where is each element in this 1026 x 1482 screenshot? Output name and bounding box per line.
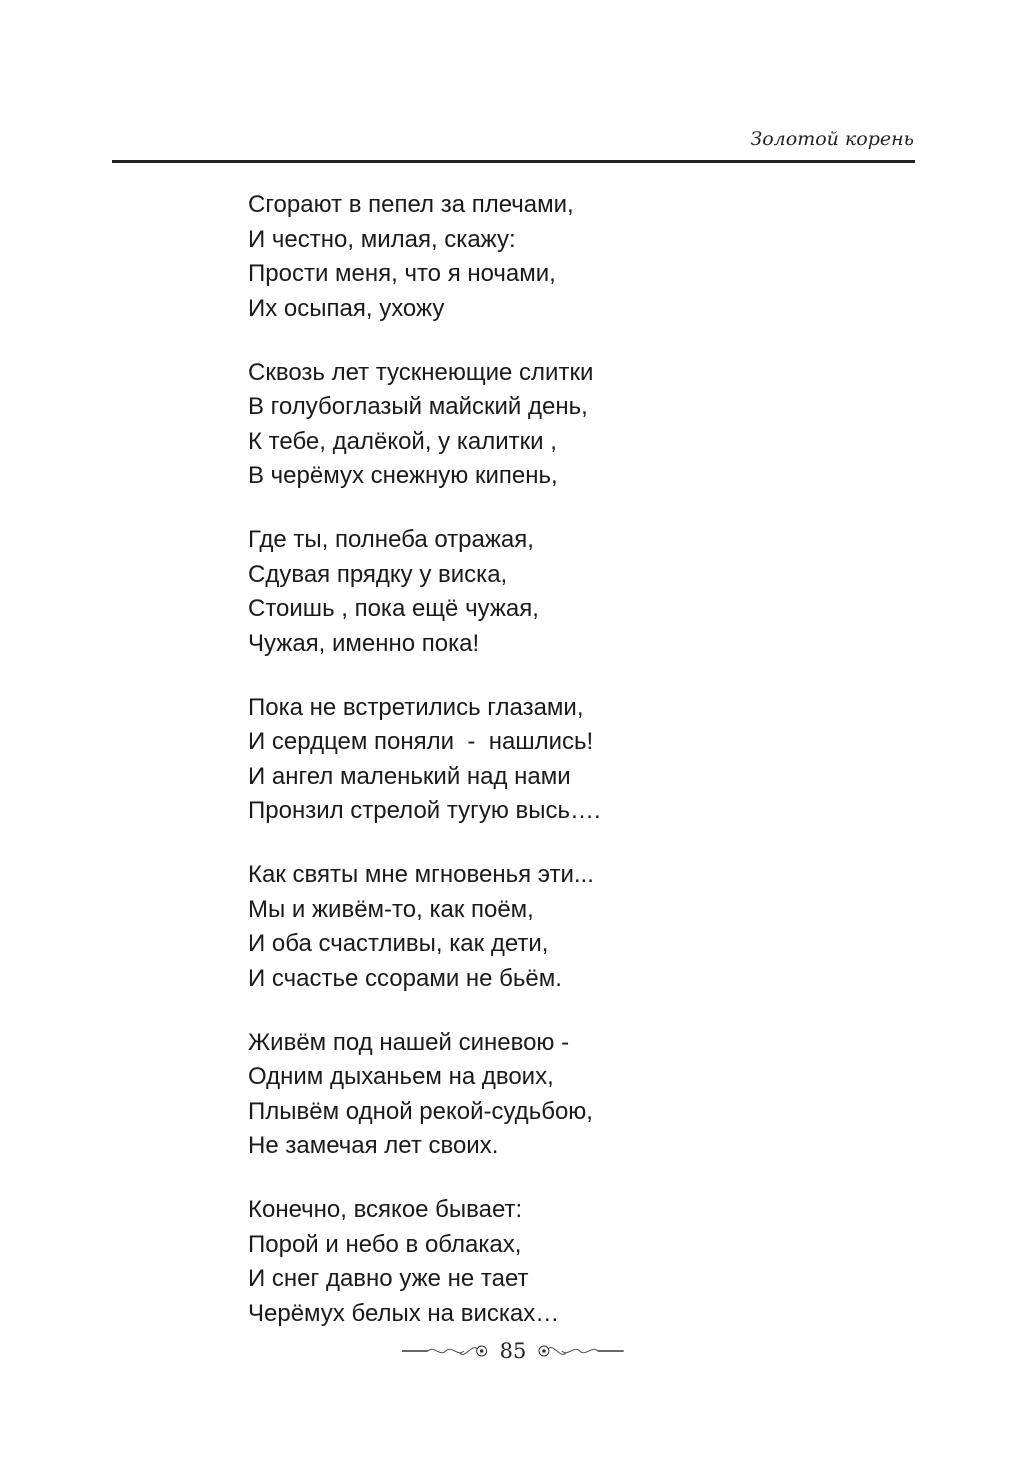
stanza (248, 356, 601, 494)
poem-line: Их осыпая, ухожу (248, 294, 445, 322)
running-header-title: Золотой корень (750, 128, 914, 150)
poem-line: Стоишь , пока ещё чужая, (248, 595, 539, 622)
poem-line: Чужая, именно пока! (248, 629, 480, 657)
page-footer (400, 1336, 626, 1366)
page-number: 85 (499, 1339, 527, 1363)
poem-line: Сквозь лет тускнеющие слитки (248, 358, 594, 386)
poem-line: И счастье ссорами не бьём. (248, 964, 562, 992)
stanza (248, 691, 601, 829)
poem-line: И сердцем поняли - нашлись! (248, 728, 594, 755)
stanza (248, 858, 601, 996)
poem-line: Одним дыханьем на двоих, (248, 1063, 554, 1090)
stanza (248, 188, 601, 326)
floral-flourish-icon (400, 1341, 492, 1361)
poem-line: Не замечая лет своих. (248, 1132, 499, 1159)
floral-flourish-icon (534, 1341, 626, 1361)
poem-line: Плывём одной рекой-судьбою, (248, 1097, 593, 1125)
header-rule (112, 160, 915, 163)
poem-line: Сдувая прядку у виска, (248, 560, 508, 588)
stanza (248, 1026, 601, 1164)
poem-line: Сгорают в пепел за плечами, (248, 191, 574, 218)
stanza (248, 523, 601, 661)
poem-line: И снег давно уже не тает (248, 1265, 529, 1292)
stanza (248, 1193, 601, 1331)
poem-line: Порой и небо в облаках, (248, 1230, 522, 1258)
poem-line: Живём под нашей синевою - (248, 1028, 570, 1056)
poem-line: И ангел маленький над нами (248, 762, 571, 790)
poem-line: Как святы мне мгновенья эти... (248, 861, 594, 888)
poem-line: И честно, милая, скажу: (248, 225, 516, 253)
poem-line: Мы и живём-то, как поём, (248, 895, 534, 923)
poem-line: Где ты, полнеба отражая, (248, 526, 534, 553)
poem-line: И оба счастливы, как дети, (248, 930, 549, 957)
poem-line: Черёмух белых на висках… (248, 1299, 560, 1327)
poem-line: Прости меня, что я ночами, (248, 260, 556, 287)
poem-line: Конечно, всякое бывает: (248, 1196, 523, 1223)
poem-line: К тебе, далёкой, у калитки , (248, 427, 557, 455)
poem-line: Пока не встретились глазами, (248, 693, 584, 721)
poem-body (248, 188, 601, 1361)
poem-line: В голубоглазый майский день, (248, 393, 588, 420)
poem-line: Пронзил стрелой тугую высь…. (248, 797, 601, 824)
poem-line: В черёмух снежную кипень, (248, 462, 558, 489)
